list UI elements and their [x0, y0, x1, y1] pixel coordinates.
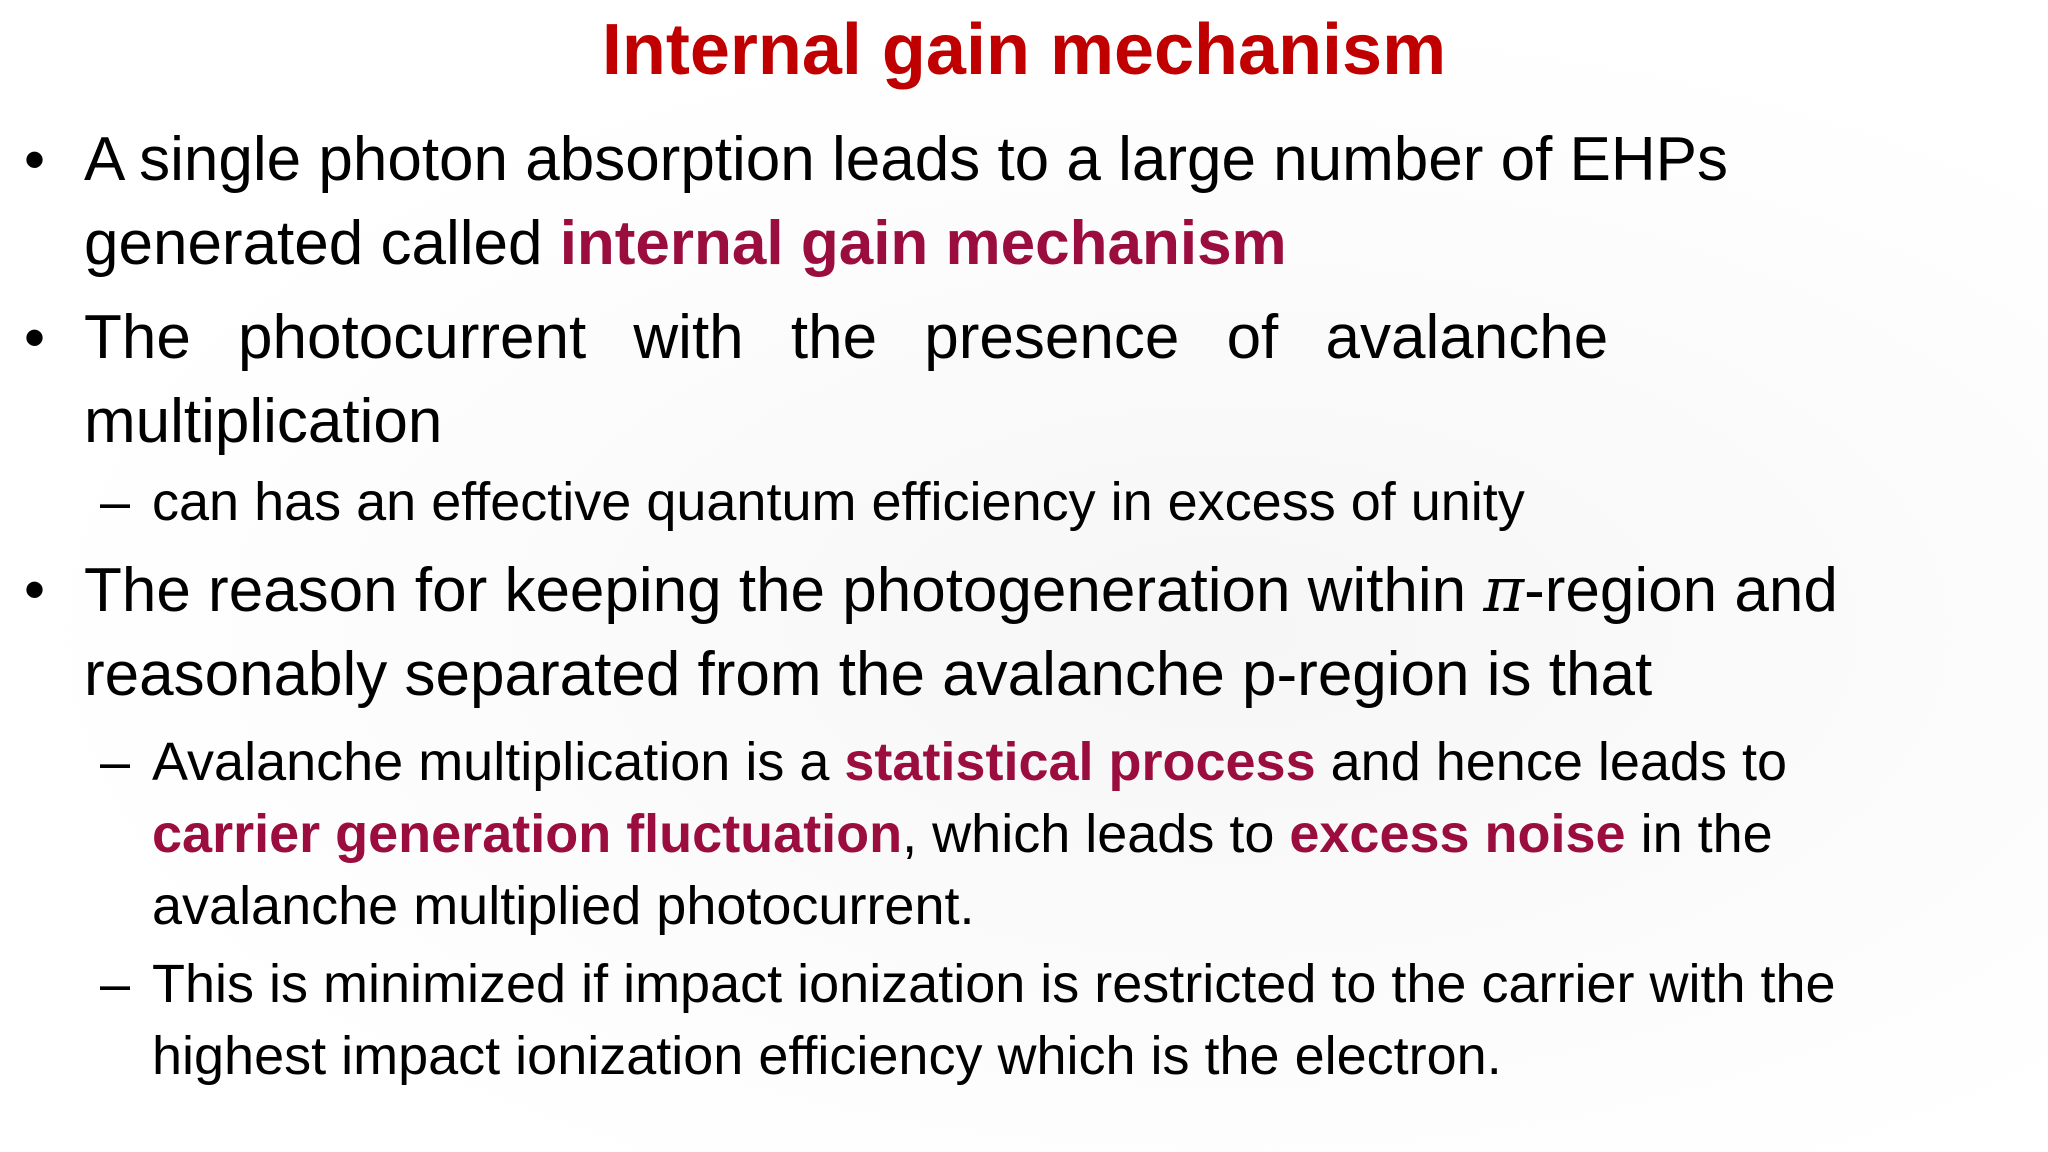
bullet-1-text: [84, 118, 1728, 286]
bullet-2-line-1: The photocurrent with the presence of avalanche: [84, 303, 1609, 372]
bullet-3-sub-1-line-1-suffix: and hence leads to: [1315, 732, 1787, 792]
bullet-3-sub-1-line-2: [152, 798, 1787, 870]
bullet-3-sub-2-marker: –: [100, 954, 131, 1014]
bullet-3-sub-1-text: [152, 726, 1787, 942]
bullet-3-line-1-prefix: The reason for keeping the photogeneration within: [84, 556, 1484, 625]
bullet-1-marker: •: [24, 126, 46, 193]
bullet-3-sub-2-line-2: highest impact ionization efficiency which is the electron.: [152, 1026, 1502, 1086]
highlight-internal-gain-mechanism: internal gain mechanism: [559, 209, 1287, 278]
bullet-2-text: [84, 296, 1608, 464]
bullet-2-sub-1-line-1: can has an effective quantum efficiency in excess of unity: [152, 472, 1525, 532]
bullet-3-marker: •: [24, 556, 46, 623]
bullet-1-line-2: [84, 202, 1728, 286]
bullet-3-line-1-suffix: -region and: [1524, 556, 1838, 625]
bullet-1-line-2-prefix: generated called: [84, 209, 560, 278]
bullet-3-sub-1-line-2-middle: , which leads to: [902, 804, 1290, 864]
bullet-2-marker: •: [24, 304, 46, 371]
slide-title: Internal gain mechanism: [601, 10, 1447, 90]
highlight-carrier-generation-fluctuation: carrier generation fluctuation: [152, 804, 903, 864]
bullet-3-line-2: reasonably separated from the avalanche p-region is that: [84, 640, 1653, 709]
bullet-3-sub-2-line-1: This is minimized if impact ionization is restricted to the carrier with the: [152, 954, 1836, 1014]
bullet-3-sub-1-line-1-prefix: Avalanche multiplication is a: [152, 732, 845, 792]
bullet-3-sub-1-line-1: [152, 726, 1787, 798]
highlight-excess-noise: excess noise: [1289, 804, 1626, 864]
bullet-3-sub-1-marker: –: [100, 732, 131, 792]
bullet-3-sub-1-line-3: avalanche multiplied photocurrent.: [152, 876, 975, 936]
bullet-3-text: [84, 548, 1838, 717]
bullet-3-sub-2-text: [152, 948, 1836, 1092]
bullet-2-line-2: multiplication: [84, 387, 443, 456]
bullet-3-sub-1-line-2-suffix: in the: [1625, 804, 1773, 864]
bullet-2-sub-1-marker: –: [100, 472, 131, 532]
pi-symbol: π: [1483, 553, 1525, 626]
bullet-2-sub-1-text: [152, 466, 1525, 538]
bullet-1-line-1: A single photon absorption leads to a large number of EHPs: [84, 125, 1729, 194]
bullet-3-line-1: [84, 548, 1838, 633]
highlight-statistical-process: statistical process: [844, 732, 1316, 792]
